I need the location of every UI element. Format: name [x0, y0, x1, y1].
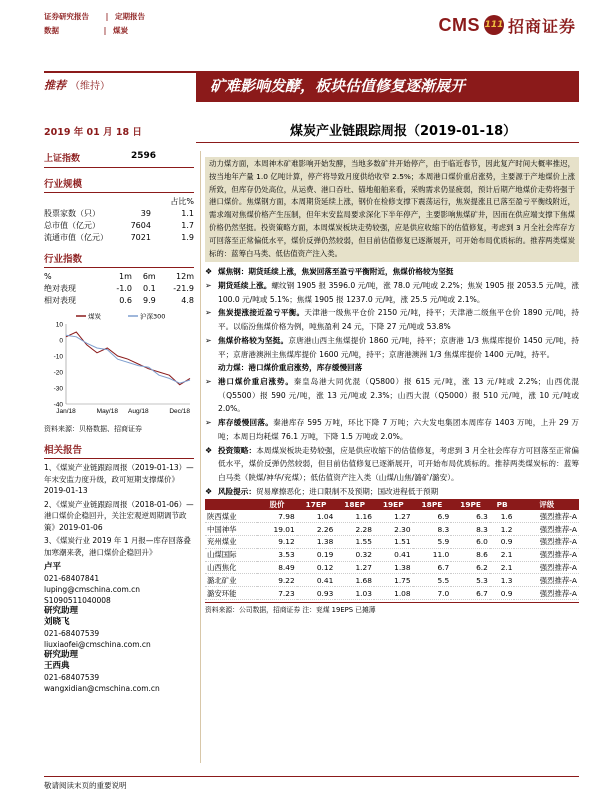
- table-cell: 8.3: [413, 523, 452, 536]
- stock-name: 陕西煤业: [205, 510, 257, 522]
- table-cell: 1.08: [374, 587, 413, 600]
- stock-name: 潞安环能: [205, 587, 257, 600]
- table-row: [205, 574, 579, 587]
- table-cell: 5.9: [413, 535, 452, 548]
- analyst-contacts: 卢平 021-68407841 luping@cmschina.com.cn S1090511040008 研究助理 刘晓飞 021-68407539 liuxiaofei@cmschina.com.cn 研究助理 王西典 021-68407539 wangxidian@cmschina.com.cn: [44, 562, 194, 694]
- tag-type: 证券研究报告: [44, 12, 89, 21]
- analyst-email[interactable]: liuxiaofei@cmschina.com.cn: [44, 640, 151, 649]
- table-cell: 7.98: [257, 510, 296, 522]
- table-cell: 7.0: [413, 587, 452, 600]
- rating-box: [44, 71, 196, 95]
- table-cell: 0.32: [335, 548, 374, 561]
- series-line-coal: [66, 332, 190, 385]
- bullet-text: 本周煤炭板块走势较强，应是供应收缩下的估值修复，考虑到 3 月全社会库存方可回落至正常偏低水平，煤价反弹仍然较弱，但目前估值修复已逐渐展开，可开始布局优质标的。推荐两类煤炭标的：蓝筹白马类（陕煤/神华/兖煤）；低估值资产注入类（山煤/山焦/潞矿/潞安）。: [218, 445, 580, 482]
- analyst-name: 研究助理 刘晓飞: [44, 606, 79, 627]
- column-divider: [200, 151, 201, 763]
- table-cell: 6.7: [451, 587, 490, 600]
- bullet-item: [205, 265, 579, 279]
- table-cell: 0.12: [297, 561, 336, 574]
- table-cell: 8.3: [451, 523, 490, 536]
- table-cell: 0.9: [490, 535, 515, 548]
- performance-chart: [44, 310, 194, 422]
- table-cell: 0.93: [297, 587, 336, 600]
- table-header-cell: 17EP: [297, 499, 336, 510]
- table-cell: 1.55: [335, 535, 374, 548]
- y-tick-label: 0: [59, 337, 63, 345]
- tag-data: 数据: [44, 26, 59, 35]
- table-cell: 1.03: [335, 587, 374, 600]
- table-cell: 1.38: [297, 535, 336, 548]
- x-tick-label: Aug/18: [128, 408, 149, 415]
- table-cell: 2.26: [297, 523, 336, 536]
- table-cell: 7.23: [257, 587, 296, 600]
- table-row: [205, 587, 579, 600]
- bullet-heading: 煤焦钢：期货延续上涨，焦炭回落至盈亏平衡附近，焦煤价格较为坚挺: [218, 267, 454, 277]
- index-value: 2596: [130, 151, 156, 161]
- headline: 矿难影响发酵，板块估值修复逐渐展开: [210, 77, 466, 95]
- table-cell: 11.0: [413, 548, 452, 561]
- stock-name: 潞北矿业: [205, 574, 257, 587]
- x-tick-label: May/18: [96, 408, 118, 415]
- index-row: [44, 151, 194, 168]
- bullet-marker-icon: ➢: [205, 377, 212, 386]
- table-cell: 1.75: [374, 574, 413, 587]
- table-cell: 2.30: [374, 523, 413, 536]
- bullet-text: 螺纹钢 1905 报 3596.0 元/吨，涨 78.0 元/吨或 2.2%；焦炭 1905 报 2053.5 元/吨，涨 100.0 元/吨或 5.1%；焦煤 1905 报 1237.0 元/吨，涨 25.5 元/吨或 2.1%。: [218, 281, 580, 304]
- bullet-marker-icon: ❖: [205, 267, 213, 277]
- bullet-text: 贸易摩擦恶化；进口限制不及预期；国改进程低于预期: [255, 486, 439, 496]
- table-row: [205, 523, 579, 536]
- table-cell: 5.3: [451, 574, 490, 587]
- index-label: 上证指数: [44, 154, 81, 164]
- bullet-marker-icon: ➢: [205, 335, 212, 345]
- bullet-item: [205, 334, 579, 361]
- table-cell: 强烈推荐-A: [514, 535, 579, 548]
- analyst-email[interactable]: luping@cmschina.com.cn: [44, 585, 141, 594]
- bullet-text: 秦皇岛港大同优混（Q5800）报 615 元/吨，涨 13 元/吨或 2.2%；山西优混（Q5500）报 590 元/吨，涨 13 元/吨或 2.3%；山西大混（Q5000）报 510 元/吨，涨 10 元/吨或 2.0%。: [218, 377, 580, 414]
- stock-name: 山煤国际: [205, 548, 257, 561]
- table-cell: 0.19: [297, 548, 336, 561]
- footer-divider: [44, 776, 579, 777]
- table-cell: 1.3: [490, 574, 515, 587]
- legend-label: 沪深300: [140, 312, 166, 321]
- pct-header: 占比%: [170, 196, 194, 206]
- table-cell: 6.0: [451, 535, 490, 548]
- table-cell: 6.7: [413, 561, 452, 574]
- related-report[interactable]: 1、《煤炭产业链跟踪周报（2019-01-13）—年末安监力度升级，政可短期支撑煤价》2019-01-13: [44, 463, 194, 495]
- rating-sub: （维持）: [70, 81, 110, 92]
- table-row: [205, 561, 579, 574]
- related-report[interactable]: 2、《煤炭产业链跟踪周报（2018-01-06）—港口煤价企稳回升，关注宏观逆周期调节政策》2019-01-06: [44, 499, 194, 532]
- table-cell: 5.5: [413, 574, 452, 587]
- report-tags: 证券研究报告 | 定期报告 数据 | 煤炭: [44, 10, 145, 38]
- industry-perf-table: % 1m 6m 12m 绝对表现 -1.0 0.1 -21.9 相对表现 0.6 9.9 4.8: [44, 271, 194, 305]
- bullet-text: 天津港一级焦平仓价 2150 元/吨，持平；天津港二级焦平仓价 1890 元/吨，持平。以临汾焦煤价格为例，吨焦盈利 24 元，下降 27 元/吨或 53.8%: [218, 308, 580, 332]
- table-cell: 19.01: [257, 523, 296, 536]
- table-cell: 0.9: [490, 587, 515, 600]
- table-cell: 强烈推荐-A: [514, 574, 579, 587]
- rating-label: 推荐: [44, 79, 66, 92]
- bullet-item: [205, 361, 579, 375]
- table-cell: 强烈推荐-A: [514, 548, 579, 561]
- logo-seal-icon: 111: [484, 15, 504, 35]
- table-row: 绝对表现 -1.0 0.1 -21.9: [44, 283, 194, 293]
- table-cell: 1.68: [335, 574, 374, 587]
- table-header-cell: 19EP: [374, 499, 413, 510]
- bullet-text: 秦港库存 595 万吨，环比下降 7 万吨；六大发电集团本周库存 1403 万吨，上升 29 万吨；本周日均耗煤 76.1 万吨，下降 1.5 万吨或 2.0%。: [218, 418, 580, 441]
- table-cell: 8.49: [257, 561, 296, 574]
- y-tick-label: 10: [55, 321, 63, 329]
- bullet-heading: 库存缓慢回落。: [218, 418, 274, 428]
- table-cell: 1.27: [374, 510, 413, 522]
- cms-logo: CMS 111 招商证券: [438, 14, 576, 36]
- table-row: [205, 535, 579, 548]
- table-cell: 8.6: [451, 548, 490, 561]
- performance-chart-svg: [44, 310, 194, 420]
- table-cell: 0.41: [297, 574, 336, 587]
- table-source: 资料来源：公司数据，招商证券 注：兖煤 19EPS 已摊薄: [205, 602, 579, 614]
- stock-name: 兖州煤业: [205, 535, 257, 548]
- table-row: 流通市值（亿元） 7021 1.9: [44, 232, 194, 242]
- legend-label: 煤炭: [88, 312, 101, 321]
- bullet-heading: 风险提示：: [218, 486, 256, 496]
- bullet-heading: 动力煤：港口煤价重启涨势，库存缓慢回落: [218, 363, 363, 373]
- bullet-text: 京唐港山西主焦煤提价 1860 元/吨，持平；京唐港 1/3 焦煤库提价 1450 元/吨，持平；京唐港澳洲主焦煤库提价 1600 元/吨，持平；京唐港澳洲 1/3 焦煤库提价 1400 元/吨，持平。: [218, 335, 580, 359]
- bullet-heading: 港口煤价重启涨势。: [218, 377, 294, 386]
- table-row: 总市值（亿元） 7604 1.7: [44, 220, 194, 230]
- table-cell: 强烈推荐-A: [514, 523, 579, 536]
- footer-note: 敬请阅读末页的重要说明: [44, 781, 127, 790]
- table-header-cell: 评级: [514, 499, 579, 510]
- table-cell: 9.12: [257, 535, 296, 548]
- bullet-item: [205, 306, 579, 333]
- industry-scale-title: 行业规模: [44, 176, 194, 193]
- main-content: [205, 157, 579, 614]
- table-cell: 2.1: [490, 561, 515, 574]
- table-cell: 1.51: [374, 535, 413, 548]
- tag-period: 定期报告: [115, 12, 145, 21]
- bullet-heading: 投资策略：: [218, 445, 257, 455]
- table-cell: 1.6: [490, 510, 515, 522]
- report-title: 煤炭产业链跟踪周报（2019-01-18）: [290, 124, 517, 139]
- table-header-cell: PB: [490, 499, 515, 510]
- table-cell: 1.27: [335, 561, 374, 574]
- bullet-heading: 焦煤价格较为坚挺。: [218, 335, 289, 345]
- bullet-item: [205, 416, 579, 443]
- table-cell: 6.3: [451, 510, 490, 522]
- left-sidebar: [44, 151, 194, 694]
- table-row: [205, 548, 579, 561]
- analyst-name: 卢平: [44, 562, 62, 572]
- analyst-email[interactable]: wangxidian@cmschina.com.cn: [44, 684, 160, 693]
- analyst-name: 研究助理 王西典: [44, 650, 79, 671]
- x-tick-label: Jan/18: [56, 408, 76, 415]
- table-cell: 强烈推荐-A: [514, 587, 579, 600]
- table-cell: 6.2: [451, 561, 490, 574]
- table-header-cell: 18PE: [413, 499, 452, 510]
- table-cell: 3.53: [257, 548, 296, 561]
- table-row: 相对表现 0.6 9.9 4.8: [44, 295, 194, 305]
- table-row: [205, 510, 579, 522]
- x-tick-label: Dec/18: [169, 408, 190, 415]
- bullet-item: [205, 375, 579, 416]
- bullet-marker-icon: ❖: [205, 486, 213, 496]
- y-tick-label: -30: [53, 385, 63, 393]
- tag-industry: 煤炭: [113, 26, 128, 35]
- table-cell: 强烈推荐-A: [514, 561, 579, 574]
- table-cell: 1.16: [335, 510, 374, 522]
- bullet-heading: 焦炭提涨接近盈亏平衡。: [218, 308, 305, 318]
- table-header-cell: 18EP: [335, 499, 374, 510]
- chart-source: 资料来源：贝格数据、招商证券: [44, 425, 142, 433]
- bullet-item: [205, 485, 579, 499]
- table-header-cell: 股价: [257, 499, 296, 510]
- headline-banner: [196, 71, 579, 102]
- table-cell: 强烈推荐-A: [514, 510, 579, 522]
- table-header-cell: [205, 499, 257, 510]
- related-list: [44, 462, 194, 558]
- y-tick-label: -20: [53, 369, 63, 377]
- title-divider: [196, 142, 579, 143]
- related-title: 相关报告: [44, 442, 194, 459]
- bullet-marker-icon: ➢: [205, 418, 212, 428]
- table-cell: 1.04: [297, 510, 336, 522]
- stock-name: 山西焦化: [205, 561, 257, 574]
- table-cell: 0.41: [374, 548, 413, 561]
- y-tick-label: -10: [53, 353, 63, 361]
- summary-box: 动力煤方面，本周神木矿难影响开始发酵，当地多数矿井开始停产，由于临近春节，因此复产时间大概率推迟，按当地年产量 1.0 亿吨计算，停产将导致月度供给收窄 2.5%；本周港口煤价重启涨势，主要源于产地煤价上涨所致，但库存仍处高位，从运费、港口吞吐、锚地船舶来看，采购需求仍显疲弱，预计后期产地煤价走势将强于港口煤价。焦煤钢方面，本周期货延续上涨，钢价在检修支撑下震荡运行，焦炭提涨且已落至盈亏平衡线附近，需求端对焦煤价格产生压制，但年末安监局要求深化下半年停产，主要影响焦煤矿井，因而在供应端支撑下焦煤价格仍然坚挺。投资策略方面，本周煤炭板块走势较强，应是供应收缩下的估值修复，考虑到 3 月全社会库存方可回落至正常偏低水平，煤价反弹仍然较弱，但目前估值修复已逐渐展开，可开始布局优质标的。推荐两类煤炭标的：蓝筹白马类、低估值资产注入类。: [205, 157, 579, 262]
- table-cell: 1.2: [490, 523, 515, 536]
- table-cell: 2.1: [490, 548, 515, 561]
- table-cell: 2.28: [335, 523, 374, 536]
- table-header-cell: 19PE: [451, 499, 490, 510]
- industry-perf-title: 行业指数: [44, 251, 194, 268]
- stock-name: 中国神华: [205, 523, 257, 536]
- related-report[interactable]: 3、《煤炭行业 2019 年 1 月报—库存回落叠加寒潮来袭，港口煤价企稳回升》: [44, 536, 191, 557]
- y-tick-label: -40: [53, 401, 63, 409]
- recommendation-table: [205, 499, 579, 600]
- bullet-list: [205, 265, 579, 498]
- bullet-heading: 期货延续上涨。: [218, 281, 272, 291]
- table-cell: 1.38: [374, 561, 413, 574]
- table-cell: 9.22: [257, 574, 296, 587]
- report-date: 2019 年 01 月 18 日: [44, 127, 142, 138]
- bullet-item: [205, 279, 579, 306]
- table-row: 股票家数（只） 39 1.1: [44, 208, 194, 218]
- bullet-marker-icon: ❖: [205, 445, 213, 455]
- bullet-item: [205, 444, 579, 485]
- table-cell: 6.9: [413, 510, 452, 522]
- bullet-marker-icon: ➢: [205, 308, 212, 318]
- bullet-marker-icon: ➢: [205, 281, 212, 291]
- industry-scale-table: [44, 195, 194, 243]
